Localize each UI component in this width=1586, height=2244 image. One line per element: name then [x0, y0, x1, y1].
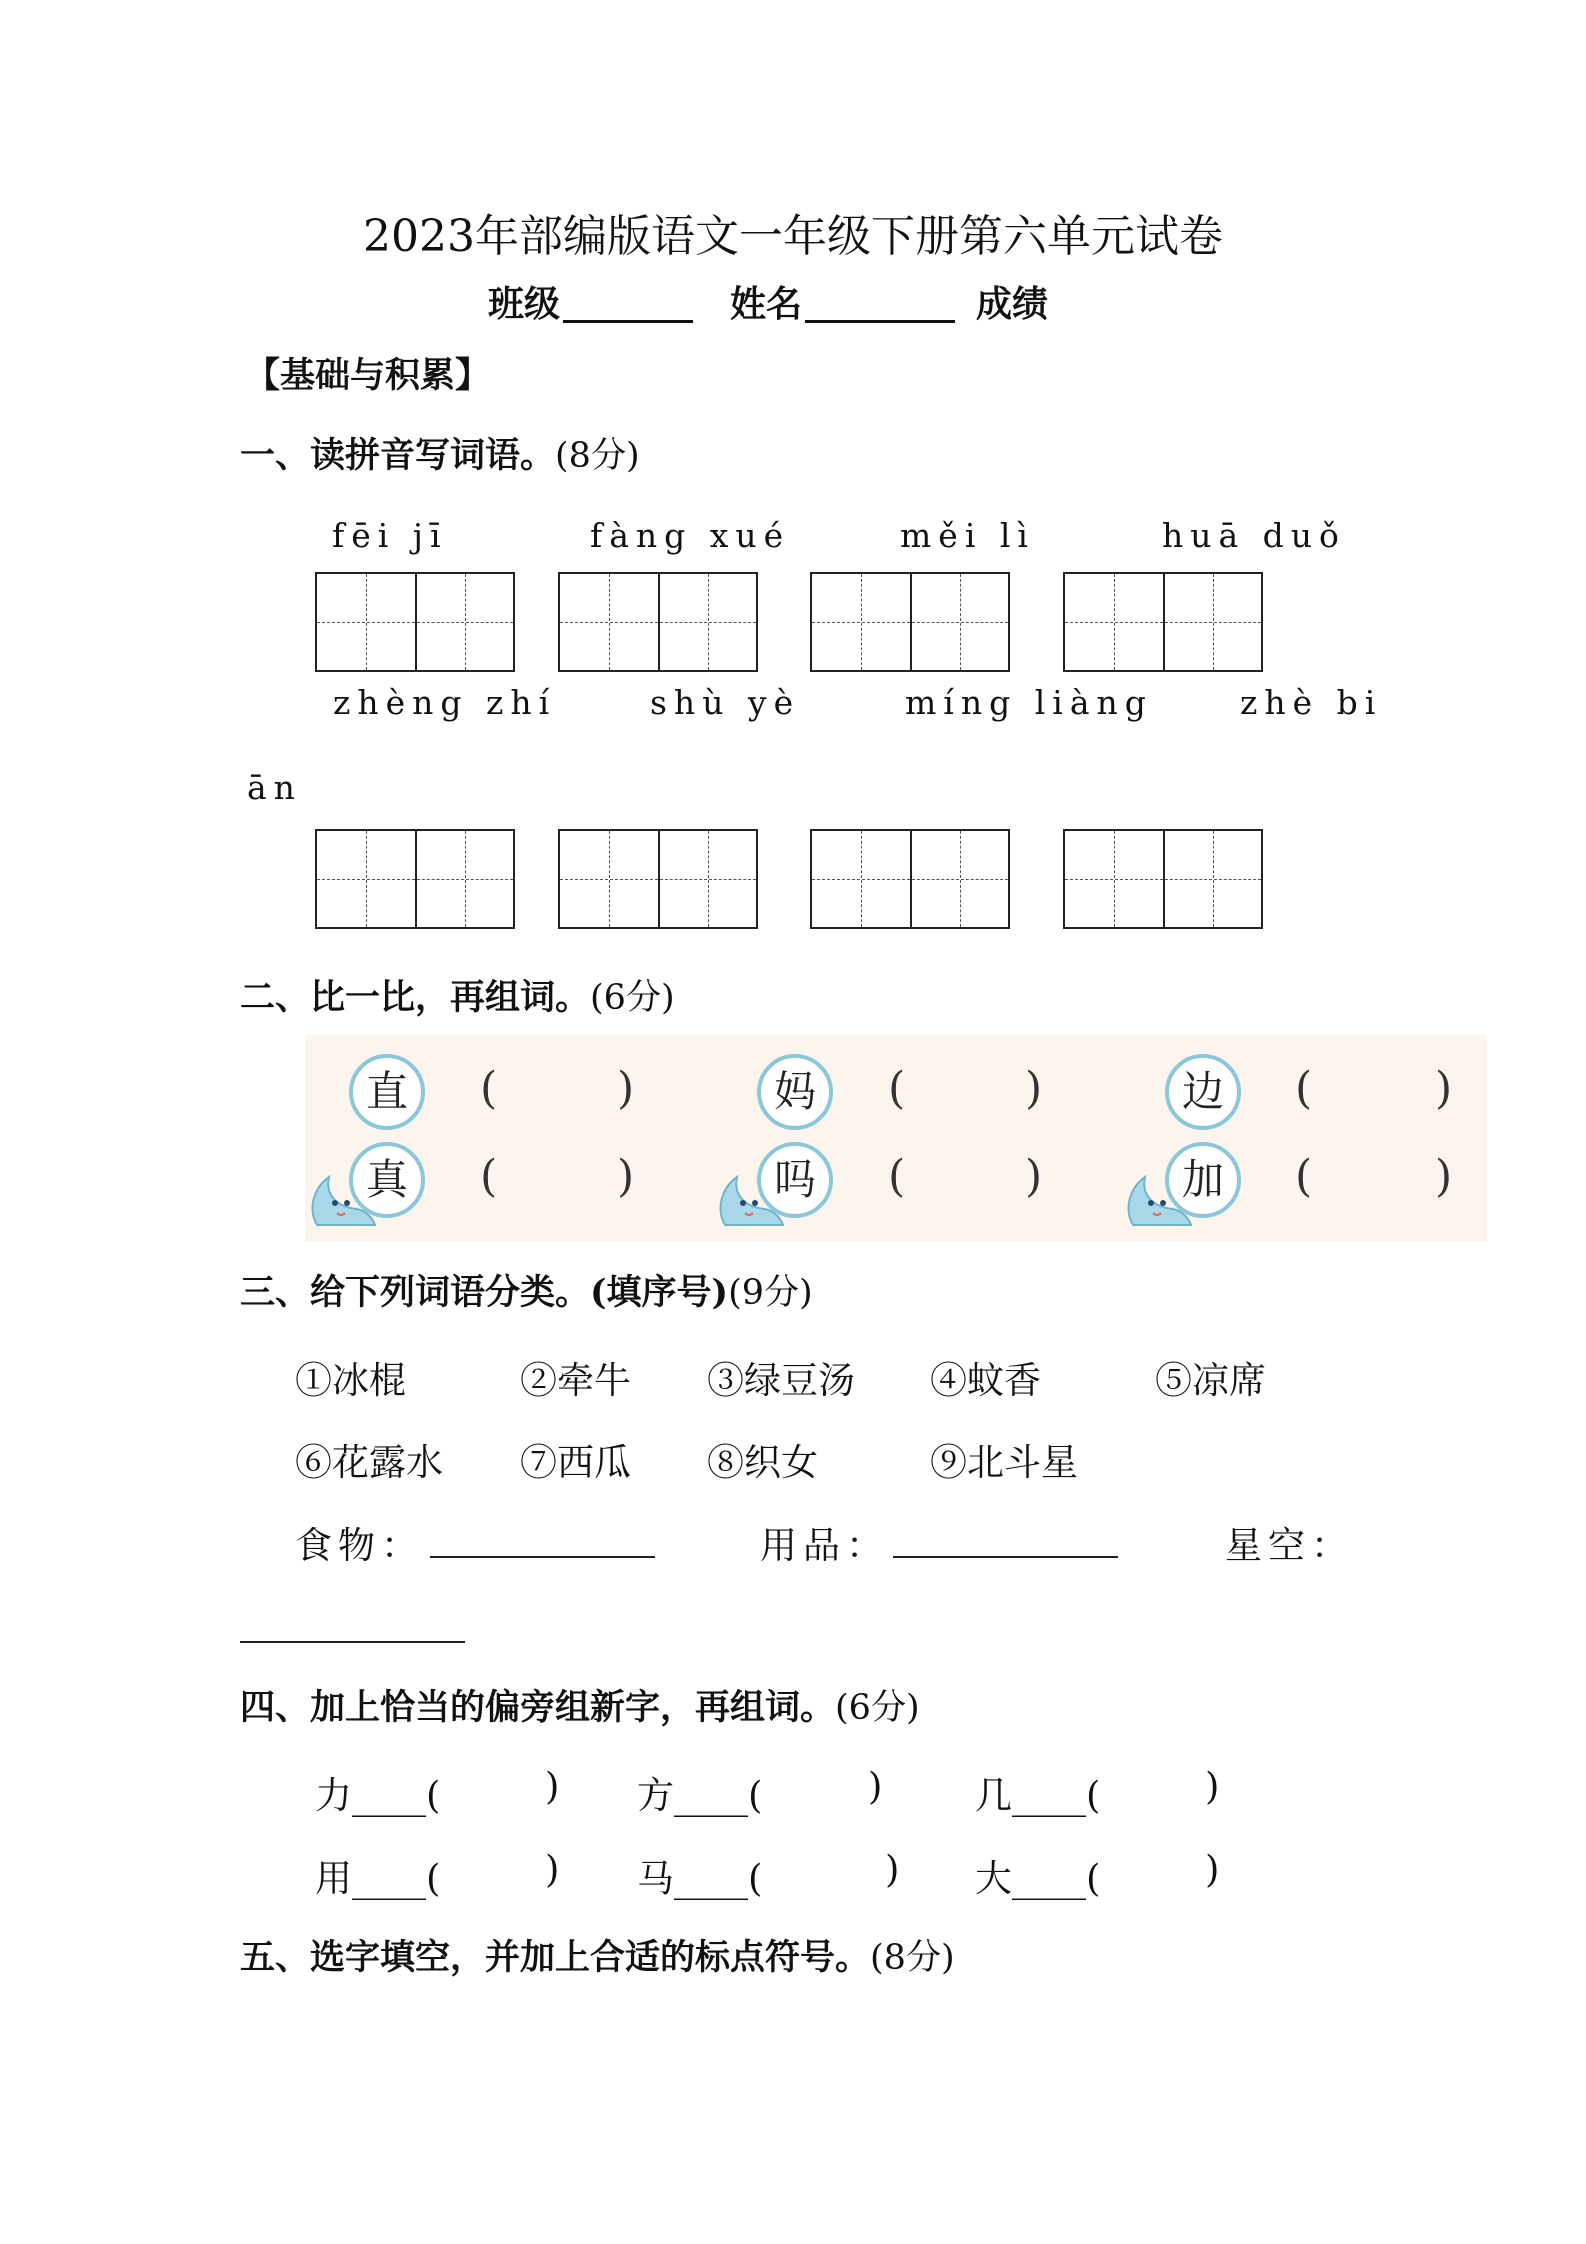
pinyin-5: zhèng zhí — [333, 683, 557, 722]
radical-item[interactable]: 几____( — [975, 1774, 1101, 1817]
pinyin-8: zhè bi — [1240, 683, 1383, 722]
category-food-label: 食物： — [295, 1524, 424, 1567]
q4-title-text: 四、加上恰当的偏旁组新字，再组词。 — [240, 1687, 836, 1728]
category-food-blank[interactable] — [430, 1556, 655, 1558]
word-item: ⑨北斗星 — [930, 1441, 1078, 1484]
writing-grid[interactable] — [1063, 572, 1263, 672]
pinyin-2: fàng xué — [590, 516, 791, 555]
writing-grid[interactable] — [315, 572, 515, 672]
char-circle: 妈 — [757, 1054, 833, 1130]
q3-title-text: 三、给下列词语分类。(填序号) — [240, 1272, 729, 1313]
paren-close: ) — [617, 1063, 635, 1114]
category-sky-label: 星空： — [1225, 1524, 1354, 1567]
q5-score: (8分) — [870, 1938, 955, 1978]
q1-score: (8分) — [555, 436, 640, 476]
word-item: ①冰棍 — [295, 1359, 406, 1402]
char-circle: 直 — [349, 1054, 425, 1130]
category-goods-label: 用品： — [760, 1524, 889, 1567]
paren-open: ( — [480, 1151, 498, 1202]
radical-item[interactable]: 方____( — [637, 1774, 763, 1817]
q3-score: (9分) — [728, 1273, 813, 1313]
word-item: ②牵牛 — [520, 1359, 631, 1402]
pinyin-7: míng liàng — [905, 683, 1153, 722]
writing-grid[interactable] — [558, 829, 758, 929]
word-item: ③绿豆汤 — [707, 1359, 855, 1402]
paren-close: ) — [1025, 1063, 1043, 1114]
paren-close: ) — [1025, 1151, 1043, 1202]
pinyin-6: shù yè — [650, 683, 801, 722]
paren-open: ( — [1295, 1151, 1313, 1202]
paren-close: ) — [1205, 1848, 1220, 1891]
radical-item[interactable]: 力____( — [315, 1774, 441, 1817]
writing-grid[interactable] — [558, 572, 758, 672]
writing-grid[interactable] — [315, 829, 515, 929]
word-item: ⑧织女 — [707, 1441, 818, 1484]
q1-title — [240, 428, 640, 478]
radical-item[interactable]: 用____( — [315, 1857, 441, 1900]
word-item: ⑤凉席 — [1155, 1359, 1266, 1402]
word-item: ⑦西瓜 — [520, 1441, 631, 1484]
writing-grid[interactable] — [810, 829, 1010, 929]
paren-open: ( — [1295, 1063, 1313, 1114]
paren-close: ) — [545, 1848, 560, 1891]
pinyin-4: huā duǒ — [1162, 516, 1346, 555]
paren-close: ) — [1435, 1151, 1453, 1202]
paren-close: ) — [617, 1151, 635, 1202]
class-field[interactable] — [563, 282, 693, 323]
pinyin-3: měi lì — [900, 516, 1035, 555]
section-header: 【基础与积累】 — [245, 355, 491, 396]
radical-item[interactable]: 大____( — [975, 1857, 1101, 1900]
page-title: 2023年部编版语文一年级下册第六单元试卷 — [363, 211, 1223, 262]
char-circle: 边 — [1165, 1054, 1241, 1130]
q2-title — [240, 970, 675, 1020]
char-circle: 吗 — [757, 1142, 833, 1218]
char-circle: 真 — [349, 1142, 425, 1218]
writing-grid[interactable] — [810, 572, 1010, 672]
paren-close: ) — [545, 1765, 560, 1808]
pinyin-1: fēi jī — [332, 516, 448, 555]
q4-title — [240, 1680, 920, 1730]
category-goods-blank[interactable] — [893, 1556, 1118, 1558]
writing-grid[interactable] — [1063, 829, 1263, 929]
word-item: ⑥花露水 — [295, 1441, 443, 1484]
q4-score: (6分) — [835, 1688, 920, 1728]
pinyin-8-wrap: ān — [247, 768, 302, 807]
category-sky-blank[interactable] — [240, 1641, 465, 1643]
paren-close: ) — [868, 1765, 883, 1808]
q5-title-text: 五、选字填空，并加上合适的标点符号。 — [240, 1937, 871, 1978]
q2-title-text: 二、比一比，再组词。 — [240, 977, 591, 1018]
q2-score: (6分) — [590, 978, 675, 1018]
compare-banner — [305, 1035, 1487, 1241]
class-label: 班级 — [488, 283, 561, 325]
paren-open: ( — [888, 1151, 906, 1202]
paren-open: ( — [480, 1063, 498, 1114]
paren-close: ) — [1205, 1765, 1220, 1808]
paren-close: ) — [885, 1848, 900, 1891]
q5-title — [240, 1930, 955, 1980]
char-circle: 加 — [1165, 1142, 1241, 1218]
radical-item[interactable]: 马____( — [637, 1857, 763, 1900]
word-item: ④蚊香 — [930, 1359, 1041, 1402]
name-field[interactable] — [805, 282, 955, 323]
paren-close: ) — [1435, 1063, 1453, 1114]
score-label: 成绩 — [976, 283, 1049, 325]
paren-open: ( — [888, 1063, 906, 1114]
q1-title-text: 一、读拼音写词语。 — [240, 435, 556, 476]
q3-title — [240, 1265, 813, 1315]
name-label: 姓名 — [730, 283, 803, 325]
